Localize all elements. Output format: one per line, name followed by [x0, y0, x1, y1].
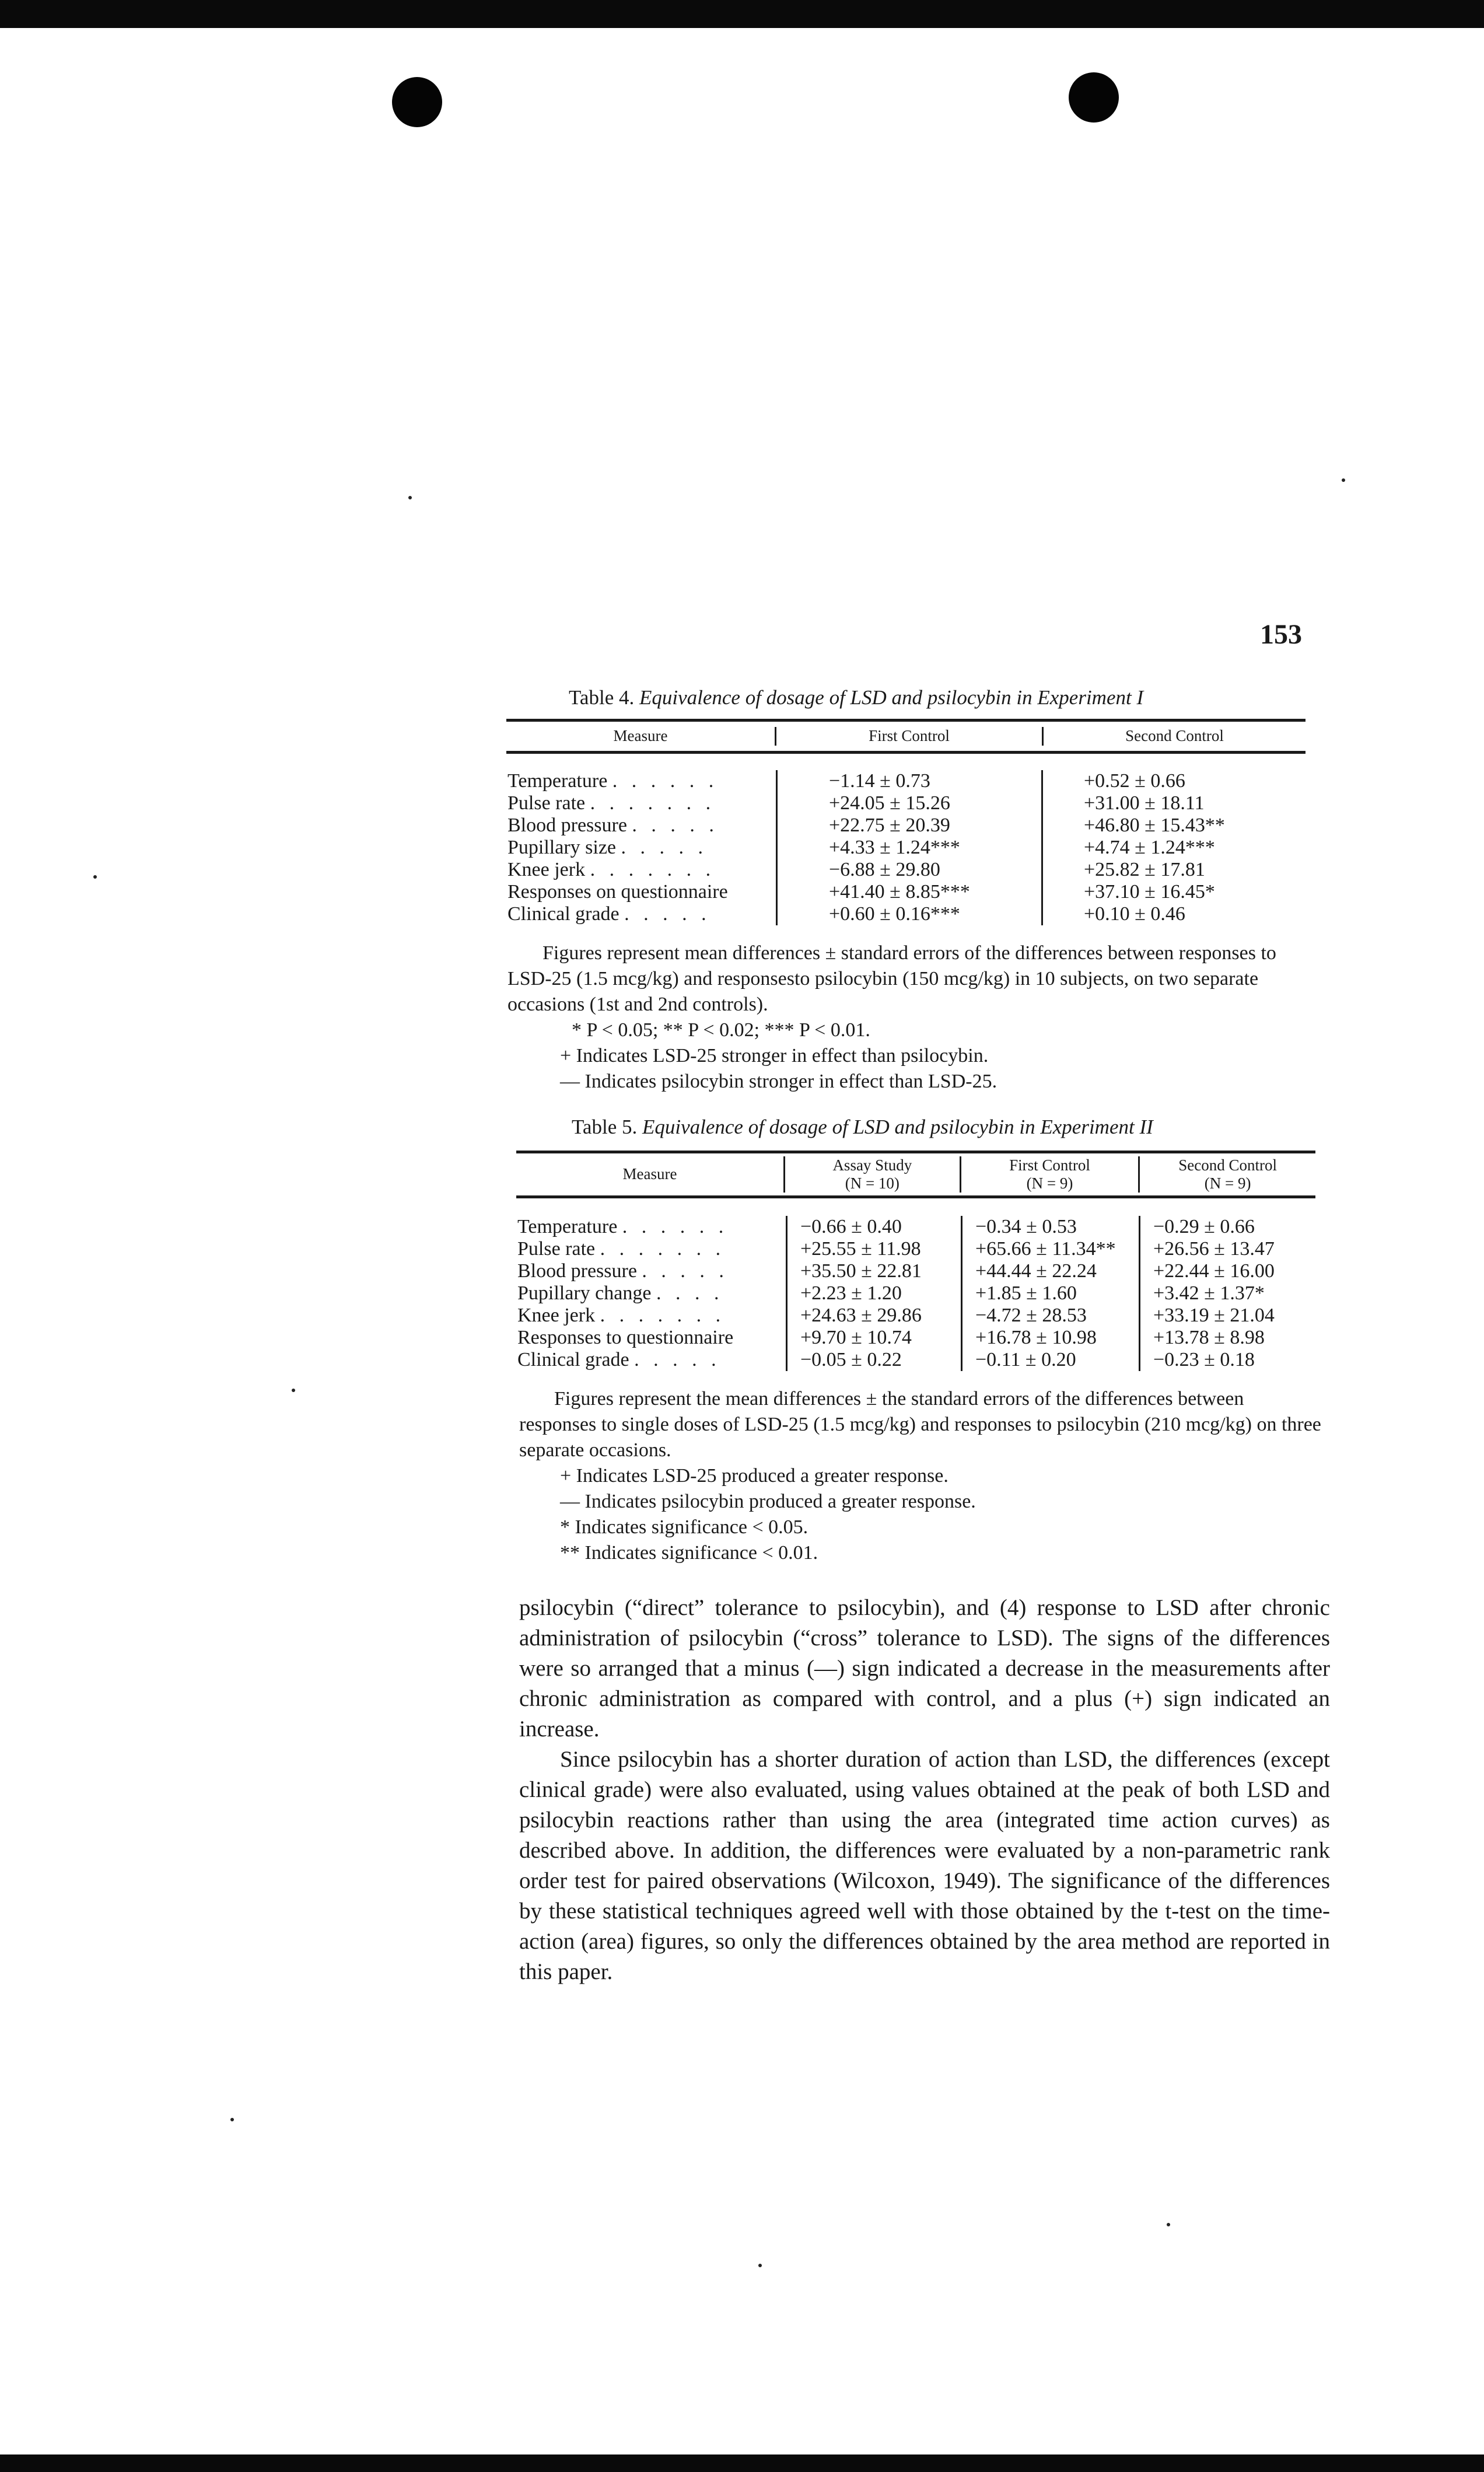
table4-body: [506, 754, 1306, 928]
table5-measure: Pupillary change: [517, 1282, 652, 1304]
table4-measure: Pupillary size: [508, 837, 617, 858]
table5-header-first-control: [960, 1156, 1139, 1193]
table5-value: −0.11 ± 0.20: [975, 1349, 1076, 1370]
table-row: [517, 1349, 786, 1371]
scan-speck: [758, 2264, 762, 2267]
table5-value: −4.72 ± 28.53: [975, 1305, 1087, 1326]
dot-leader: . . . . .: [642, 1260, 729, 1282]
table4-measure: Pulse rate: [508, 792, 586, 814]
table5-value: +33.19 ± 21.04: [1153, 1305, 1275, 1326]
table5-measure: Responses to questionnaire: [517, 1327, 734, 1348]
table5-caption-title: Equivalence of dosage of LSD and psilocybin in Experiment II: [642, 1116, 1153, 1138]
table-row: [517, 1238, 786, 1260]
table5-col-measure: [516, 1216, 786, 1371]
table4-value: +0.10 ± 0.46: [1084, 903, 1185, 925]
table-row: [517, 1305, 786, 1327]
table-row: [508, 814, 776, 837]
table5-col-first-control: [961, 1216, 1139, 1371]
table4-value: +22.75 ± 20.39: [829, 814, 950, 836]
table5-value: +3.42 ± 1.37*: [1153, 1282, 1265, 1304]
scan-speck: [230, 2118, 234, 2121]
table-row: [508, 837, 776, 859]
table5-header-n: (N = 9): [1026, 1174, 1073, 1192]
dot-leader: . . . . . . .: [590, 792, 716, 814]
table4-col-first-control: [776, 770, 1041, 925]
body-paragraph: psilocybin (“direct” tolerance to psilocybin), and (4) response to LSD after chronic administration of psilocybin (“cross” tolerance to LSD). The signs of the differences were so arranged that a minus (—) sign indicated a decrease in the measurements after chronic administration as compared with control, and a plus (+) sign indicated an increase.: [519, 1595, 1330, 1742]
table4-value: +4.74 ± 1.24***: [1084, 837, 1215, 858]
table4-note-plus: + Indicates LSD-25 stronger in effect than psilocybin.: [560, 1045, 989, 1067]
table5-header-n: (N = 9): [1204, 1174, 1251, 1192]
table-row: [508, 770, 776, 792]
table5-measure: Clinical grade: [517, 1349, 629, 1370]
table4-value: +0.60 ± 0.16***: [829, 903, 960, 925]
table5-note-significance-1: * Indicates significance < 0.05.: [560, 1516, 808, 1538]
scan-speck: [408, 496, 412, 499]
table5-value: −0.23 ± 0.18: [1153, 1349, 1255, 1370]
table4-value: +0.52 ± 0.66: [1084, 770, 1185, 792]
table5-value: +2.23 ± 1.20: [800, 1282, 902, 1304]
dot-leader: . . . . . . .: [590, 859, 716, 880]
table5-header: [516, 1153, 1315, 1195]
table5-value: −0.66 ± 0.40: [800, 1216, 902, 1237]
table5-measure: Knee jerk: [517, 1305, 596, 1326]
punch-hole-left: [392, 77, 442, 127]
table5-note-minus: — Indicates psilocybin produced a greater response.: [560, 1491, 976, 1512]
table4-measure: Temperature: [508, 770, 608, 792]
dot-leader: . . . . .: [632, 814, 719, 836]
table5-measure: Blood pressure: [517, 1260, 637, 1282]
table5-note-plus: + Indicates LSD-25 produced a greater response.: [560, 1465, 949, 1487]
table5-header-assay-study: [783, 1156, 960, 1193]
table4-col-second-control: [1041, 770, 1303, 925]
table5-header-second-control: [1138, 1156, 1315, 1193]
table4-measure: Blood pressure: [508, 814, 627, 836]
dot-leader: . . . .: [656, 1282, 724, 1304]
punch-hole-right: [1069, 72, 1119, 123]
table5-value: +24.63 ± 29.86: [800, 1305, 922, 1326]
table5-value: +25.55 ± 11.98: [800, 1238, 921, 1260]
table-row: [508, 881, 776, 903]
table4-caption-title: Equivalence of dosage of LSD and psilocybin in Experiment I: [639, 686, 1144, 709]
table5-header-title: Measure: [622, 1165, 677, 1183]
table-row: [508, 859, 776, 881]
table-row: [508, 903, 776, 925]
table5-measure: Pulse rate: [517, 1238, 596, 1260]
table5-value: −0.34 ± 0.53: [975, 1216, 1077, 1237]
table5-value: +13.78 ± 8.98: [1153, 1327, 1265, 1348]
table5-header-title: Second Control: [1178, 1156, 1278, 1174]
table4-value: +37.10 ± 16.45*: [1084, 881, 1215, 903]
table4-header: [506, 722, 1306, 751]
table-row: [517, 1260, 786, 1282]
table4-note-main: Figures represent mean differences ± standard errors of the differences between responses to LSD-25 (1.5 mcg/kg) and responsesto psilocybin (150 mcg/kg) in 10 subjects, on two separate occasions (1st and 2nd controls).: [508, 942, 1276, 1015]
table4-header-first-control: First Control: [775, 727, 1042, 745]
table4-measure: Clinical grade: [508, 903, 620, 925]
table4-header-second-control: Second Control: [1042, 727, 1306, 745]
table4-note-significance: * P < 0.05; ** P < 0.02; *** P < 0.01.: [572, 1019, 870, 1041]
table5-value: +65.66 ± 11.34**: [975, 1238, 1116, 1260]
scan-bottom-border: [0, 2454, 1484, 2472]
table4-measure: Responses on questionnaire: [508, 881, 728, 903]
table-row: [508, 792, 776, 814]
page-number: 153: [1260, 619, 1302, 650]
table-row: [517, 1216, 786, 1238]
body-text: [519, 1593, 1330, 1987]
scan-top-border: [0, 0, 1484, 28]
dot-leader: . . . . . . .: [600, 1238, 726, 1260]
dot-leader: . . . . . .: [622, 1216, 729, 1237]
table4-value: +41.40 ± 8.85***: [829, 881, 970, 903]
table4-value: +4.33 ± 1.24***: [829, 837, 960, 858]
dot-leader: . . . . . . .: [600, 1305, 726, 1326]
table-row: [517, 1282, 786, 1305]
dot-leader: . . . . .: [634, 1349, 721, 1370]
table4-value: +24.05 ± 15.26: [829, 792, 950, 814]
scan-speck: [1342, 478, 1345, 482]
dot-leader: . . . . . .: [612, 770, 719, 792]
table5-value: +22.44 ± 16.00: [1153, 1260, 1275, 1282]
table5-measure: Temperature: [517, 1216, 618, 1237]
table4-value: −6.88 ± 29.80: [829, 859, 940, 880]
table5-header-measure: [516, 1165, 783, 1183]
table5-value: +44.44 ± 22.24: [975, 1260, 1097, 1282]
table5-header-title: Assay Study: [832, 1156, 912, 1174]
table4-note-minus: — Indicates psilocybin stronger in effect than LSD-25.: [560, 1071, 998, 1092]
table5-value: +1.85 ± 1.60: [975, 1282, 1077, 1304]
table5-note-significance-2: ** Indicates significance < 0.01.: [560, 1542, 818, 1564]
table4-value: +25.82 ± 17.81: [1084, 859, 1205, 880]
table4-caption-label: Table 4.: [569, 686, 635, 709]
table4-value: +31.00 ± 18.11: [1084, 792, 1205, 814]
table5-header-n: (N = 10): [845, 1174, 900, 1192]
scan-speck: [93, 875, 97, 879]
table5-value: −0.29 ± 0.66: [1153, 1216, 1255, 1237]
table5-value: +16.78 ± 10.98: [975, 1327, 1097, 1348]
body-paragraph: Since psilocybin has a shorter duration of action than LSD, the differences (except clinical grade) were also evaluated, using values obtained at the peak of both LSD and psilocybin reactions rather than using the area (integrated time action curves) as described above. In addition, the differences were evaluated by a non-parametric rank order test for paired observations (Wilcoxon, 1949). The significance of the differences by these statistical techniques agreed well with those obtained by the t-test on the time-action (area) figures, so only the differences obtained by the area method are reported in this paper.: [519, 1747, 1330, 1984]
table5-notes: [519, 1386, 1324, 1566]
table4-value: +46.80 ± 15.43**: [1084, 814, 1225, 836]
table5-body: [516, 1198, 1315, 1373]
table5-header-title: First Control: [1009, 1156, 1090, 1174]
table4-value: −1.14 ± 0.73: [829, 770, 930, 792]
scan-speck: [1167, 2223, 1170, 2226]
table4-header-measure: Measure: [613, 727, 668, 745]
table5-col-assay-study: [786, 1216, 961, 1371]
table5-value: −0.05 ± 0.22: [800, 1349, 902, 1370]
dot-leader: . . . . .: [624, 903, 711, 925]
table5-value: +9.70 ± 10.74: [800, 1327, 912, 1348]
table5-value: +26.56 ± 13.47: [1153, 1238, 1275, 1260]
table-row: [517, 1327, 786, 1349]
table4: [506, 719, 1306, 928]
scan-speck: [292, 1389, 295, 1392]
table4-notes: [508, 940, 1312, 1095]
table5-note-main: Figures represent the mean differences ± the standard errors of the differences between responses to single doses of LSD-25 (1.5 mcg/kg) and responses to psilocybin (210 mcg/kg) on three separate occasions.: [519, 1388, 1321, 1461]
table5-caption-label: Table 5.: [572, 1116, 638, 1138]
dot-leader: . . . . .: [621, 837, 708, 858]
table4-caption: [569, 686, 1143, 709]
table5-value: +35.50 ± 22.81: [800, 1260, 922, 1282]
table5: [516, 1151, 1315, 1373]
table4-measure: Knee jerk: [508, 859, 586, 880]
table4-col-measure: [506, 770, 776, 925]
table5-col-second-control: [1139, 1216, 1315, 1371]
table5-caption: [572, 1116, 1153, 1139]
